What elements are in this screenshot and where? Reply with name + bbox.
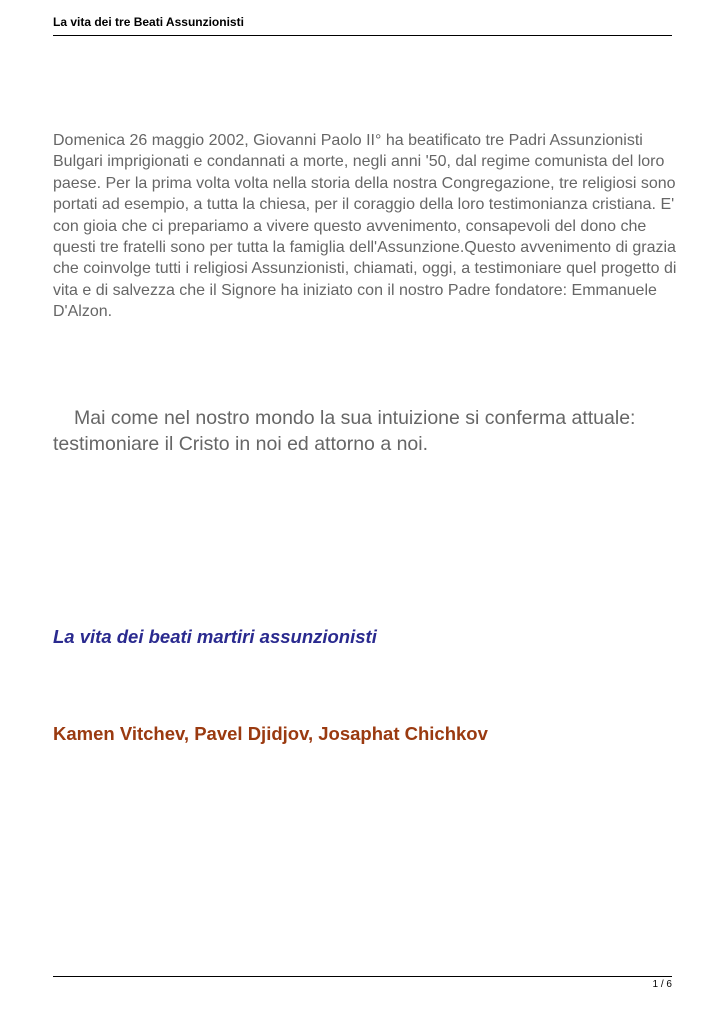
quote-paragraph: Mai come nel nostro mondo la sua intuizione si conferma attuale: testimoniare il Cristo in noi ed attorno a noi. bbox=[53, 407, 636, 455]
page-footer bbox=[53, 976, 672, 990]
page-header bbox=[53, 14, 672, 36]
section-title: La vita dei beati martiri assunzionisti bbox=[53, 626, 377, 647]
intro-paragraph: Domenica 26 maggio 2002, Giovanni Paolo II° ha beatificato tre Padri Assunzionisti Bulgari imprigionati e condannati a morte, negli anni '50, dal regime comunista del loro paese. Per la prima volta volta nella storia della nostra Congregazione, tre religiosi sono portati ad esempio, a tutta la chiesa, per il coraggio della loro testimonianza cristiana. E' con gioia che ci prepariamo a vivere questo avvenimento, consapevoli del dono che questi tre fratelli sono per tutta la famiglia dell'Assunzione.Questo avvenimento di grazia che coinvolge tutti i religiosi Assunzionisti, chiamati, oggi, a testimoniare quel progetto di vita e di salvezza che il Signore ha iniziato con il nostro Padre fondatore: Emmanuele D'Alzon. bbox=[53, 132, 677, 321]
martyrs-names: Kamen Vitchev, Pavel Djidjov, Josaphat Chichkov bbox=[53, 723, 488, 744]
page-number: 1 / 6 bbox=[652, 979, 672, 990]
header-title: La vita dei tre Beati Assunzionisti bbox=[53, 15, 244, 29]
